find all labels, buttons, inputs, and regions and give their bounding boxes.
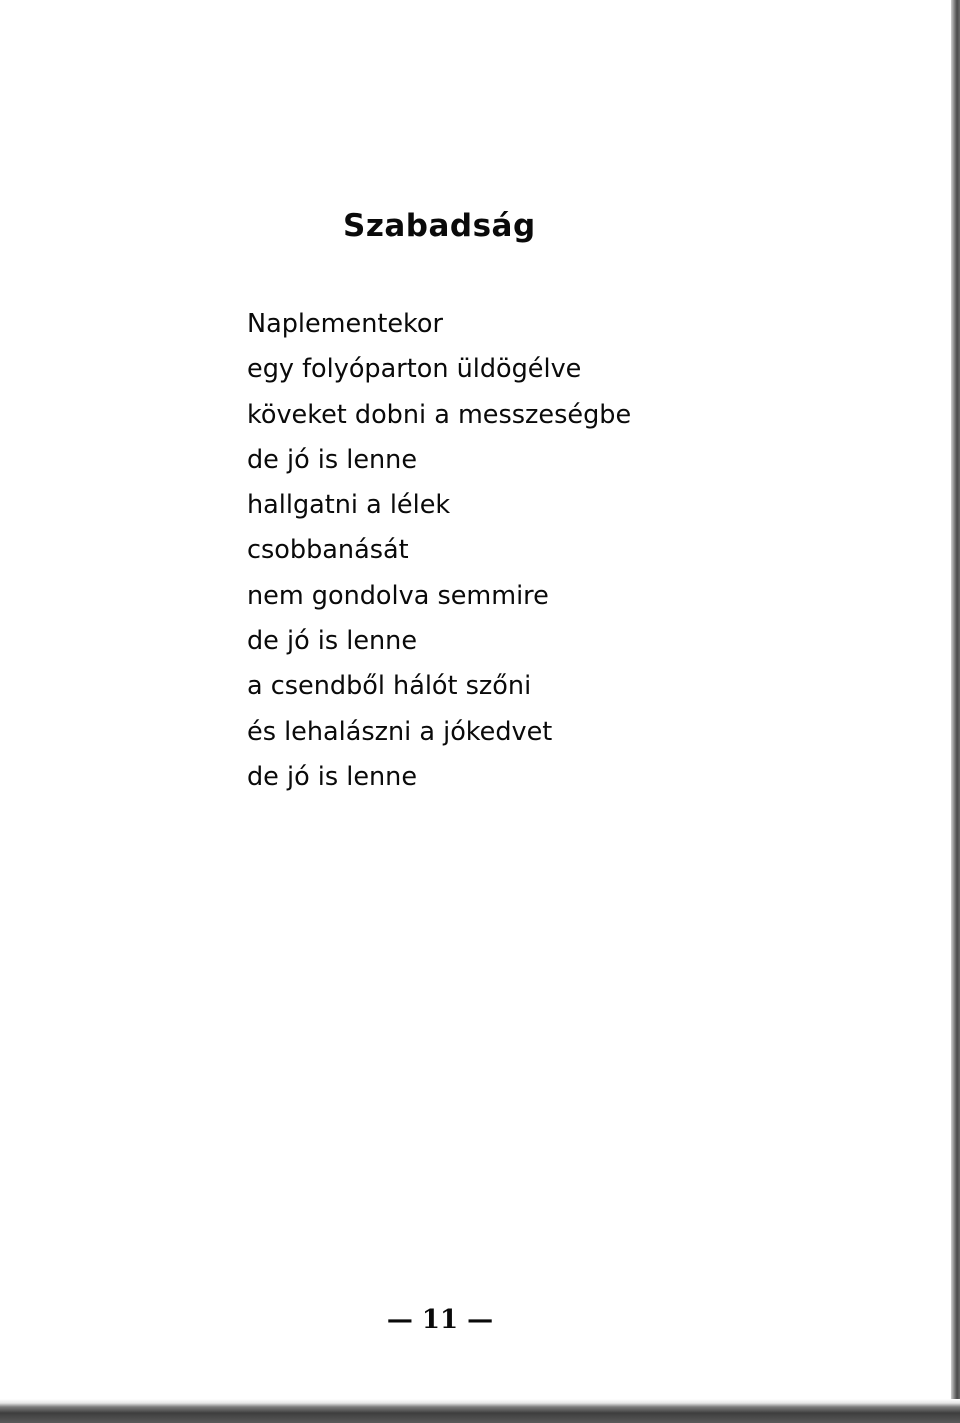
poem-line: nem gondolva semmire <box>247 580 549 611</box>
poem-line: de jó is lenne <box>247 761 418 792</box>
poem-line: csobbanását <box>247 535 409 566</box>
poem-title: Szabadság <box>343 208 536 244</box>
poem-body <box>247 302 631 800</box>
poem-line: de jó is lenne <box>247 444 418 475</box>
poem-line: de jó is lenne <box>247 626 418 657</box>
page-edge-bottom <box>0 1399 960 1423</box>
poem-line: és lehalászni a jókedvet <box>247 716 553 747</box>
poem-line: egy folyóparton üldögélve <box>247 354 582 385</box>
poem-line: köveket dobni a messzeségbe <box>247 399 632 430</box>
page-number: — 11 — <box>386 1305 494 1335</box>
poem-line: hallgatni a lélek <box>247 490 451 521</box>
poem-line: Naplementekor <box>247 309 443 339</box>
page-edge-right <box>951 0 960 1423</box>
poem-line: a csendből hálót szőni <box>247 671 532 702</box>
